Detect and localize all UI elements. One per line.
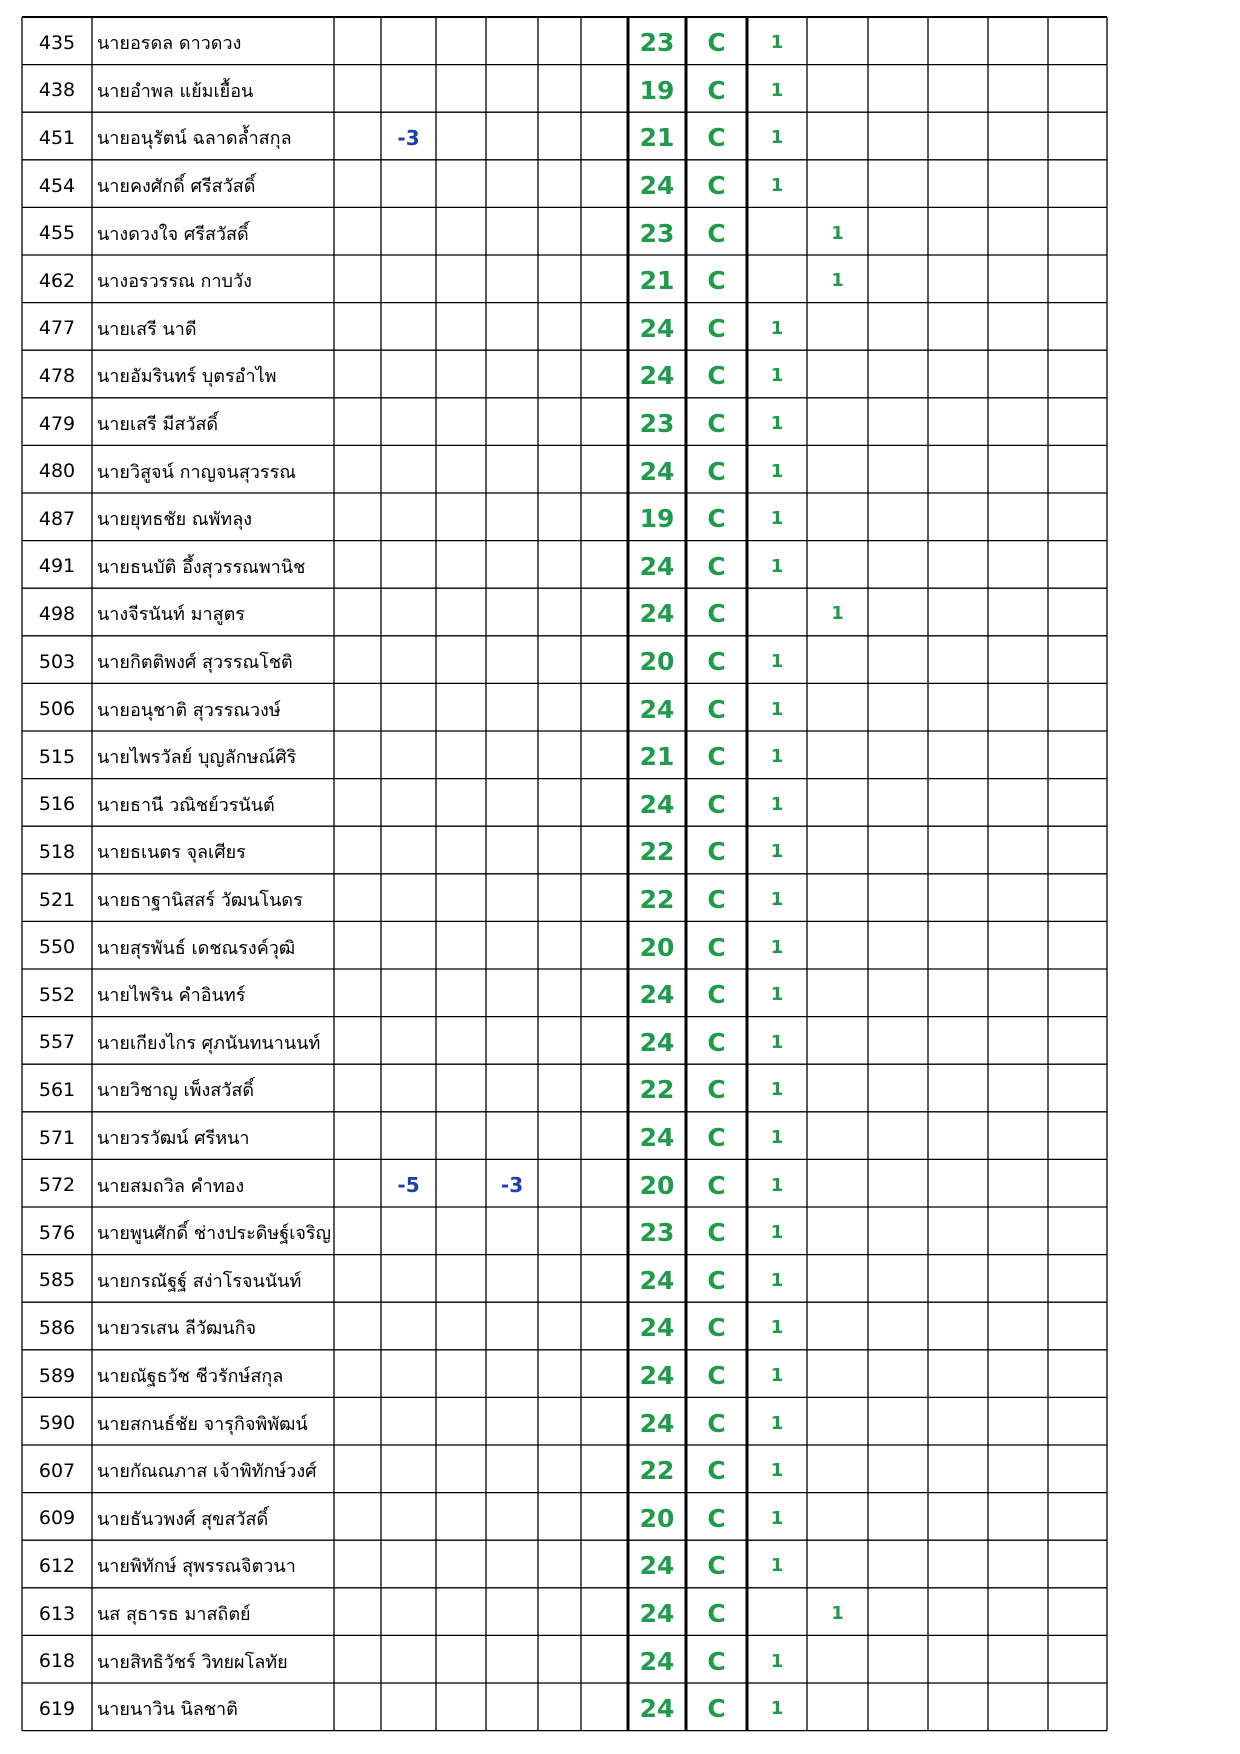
cell-mark-b	[807, 830, 868, 874]
cell-name: นายณัฐธวัช ชีวรักษ์สกุล	[97, 1366, 284, 1388]
cell-name: นายเกียงไกร ศุภนันทนานนท์	[97, 1032, 321, 1054]
cell-id: 572	[38, 1174, 76, 1197]
cell-mark-a: 1	[770, 79, 784, 101]
cell-score: 22	[639, 1456, 675, 1486]
cell-id: 561	[38, 1078, 76, 1101]
cell-grade: C	[707, 1313, 726, 1343]
cell-adj-a	[381, 592, 436, 636]
cell-name: นายวรเสน ลีวัฒนกิจ	[97, 1318, 257, 1340]
cell-mark-a: 1	[770, 1174, 784, 1196]
cell-grade: C	[707, 1408, 726, 1438]
cell-grade: C	[707, 266, 726, 296]
cell-id: 455	[38, 222, 76, 245]
cell-adj-a	[381, 1592, 436, 1636]
cell-adj-b	[486, 1639, 538, 1683]
cell-score: 20	[639, 1170, 675, 1200]
cell-grade: C	[707, 599, 726, 629]
cell-id: 552	[38, 983, 76, 1006]
cell-mark-b	[807, 1401, 868, 1445]
cell-mark-a: 1	[770, 555, 784, 577]
cell-mark-b	[807, 1497, 868, 1541]
cell-id: 590	[38, 1412, 76, 1435]
cell-name: นางดวงใจ ศรีสวัสดิ์	[97, 223, 249, 245]
cell-score: 21	[639, 266, 675, 296]
cell-id: 576	[38, 1221, 76, 1244]
cell-adj-a	[381, 1687, 436, 1731]
cell-adj-a	[381, 783, 436, 827]
cell-mark-a: 1	[770, 1317, 784, 1339]
cell-name: นางอรวรรณ กาบวัง	[97, 271, 252, 293]
cell-mark-a: 1	[770, 365, 784, 387]
cell-mark-a: 1	[770, 746, 784, 768]
cell-mark-a: 1	[770, 1650, 784, 1672]
cell-adj-a	[381, 735, 436, 779]
cell-name: นายสกนธ์ชัย จารุกิจพิพัฒน์	[97, 1413, 308, 1435]
cell-grade: C	[707, 551, 726, 581]
cell-mark-b	[807, 1449, 868, 1493]
cell-id: 487	[38, 507, 76, 530]
cell-score: 22	[639, 1075, 675, 1105]
cell-adj-a	[381, 830, 436, 874]
cell-grade: C	[707, 313, 726, 343]
cell-mark-a	[747, 1592, 807, 1636]
cell-grade: C	[707, 647, 726, 677]
cell-name: นายธานี วณิชย์วรนันต์	[97, 794, 275, 816]
cell-mark-b	[807, 1544, 868, 1588]
cell-adj-b	[486, 69, 538, 113]
cell-name: นายอรดล ดาวดวง	[97, 33, 242, 55]
cell-name: นายเสรี มีสวัสดิ์	[97, 414, 219, 436]
cell-mark-b	[807, 164, 868, 208]
cell-adj-a	[381, 1449, 436, 1493]
cell-adj-a	[381, 449, 436, 493]
cell-adj-b	[486, 1544, 538, 1588]
cell-name: นายคงศักดิ์ ศรีสวัสดิ์	[97, 176, 256, 198]
cell-mark-b	[807, 545, 868, 589]
cell-adj-a: -3	[397, 125, 420, 150]
cell-grade: C	[707, 1646, 726, 1676]
cell-grade: C	[707, 885, 726, 915]
cell-adj-b	[486, 1068, 538, 1112]
cell-grade: C	[707, 1361, 726, 1391]
cell-id: 478	[38, 364, 76, 387]
cell-score: 24	[639, 313, 675, 343]
cell-grade: C	[707, 123, 726, 153]
cell-name: นายสิทธิวัชร์ วิทยผโลทัย	[97, 1651, 288, 1673]
cell-score: 23	[639, 28, 675, 58]
cell-mark-a: 1	[770, 1698, 784, 1720]
cell-adj-a	[381, 307, 436, 351]
cell-name: นายกิตติพงศ์ สุวรรณโชติ	[97, 652, 293, 674]
cell-mark-b: 1	[831, 222, 844, 244]
cell-mark-b	[807, 687, 868, 731]
cell-adj-a	[381, 164, 436, 208]
cell-name: นายสมถวิล คำทอง	[97, 1175, 245, 1197]
cell-name: นายธนบัติ อึ้งสุวรรณพานิช	[97, 556, 306, 578]
cell-grade: C	[707, 504, 726, 534]
cell-id: 438	[38, 79, 76, 102]
cell-score: 24	[639, 551, 675, 581]
cell-grade: C	[707, 1027, 726, 1057]
cell-name: นายวรวัฒน์ ศรีหนา	[97, 1128, 250, 1150]
cell-name: นายไพรวัลย์ บุญลักษณ์ศิริ	[97, 747, 297, 769]
cell-mark-b	[807, 1116, 868, 1160]
cell-mark-b	[807, 1068, 868, 1112]
cell-id: 521	[38, 888, 76, 911]
cell-mark-b	[807, 1354, 868, 1398]
cell-name: นายไพริน คำอินทร์	[97, 985, 246, 1007]
cell-mark-a: 1	[770, 508, 784, 530]
cell-score: 22	[639, 837, 675, 867]
cell-adj-b: -3	[500, 1173, 524, 1198]
cell-score: 24	[639, 789, 675, 819]
cell-mark-a: 1	[770, 651, 784, 673]
cell-adj-a	[381, 1544, 436, 1588]
cell-grade: C	[707, 28, 726, 58]
cell-adj-b	[486, 1449, 538, 1493]
cell-name: นายธาฐานิสสร์ วัฒนโนดร	[97, 890, 303, 912]
cell-mark-a: 1	[770, 1269, 784, 1291]
cell-name: นางจีรนันท์ มาสูตร	[97, 604, 245, 626]
cell-id: 454	[38, 174, 76, 197]
cell-mark-b	[807, 1639, 868, 1683]
cell-adj-a	[381, 878, 436, 922]
cell-id: 498	[38, 602, 76, 625]
cell-mark-b	[807, 402, 868, 446]
cell-adj-b	[486, 878, 538, 922]
cell-adj-b	[486, 307, 538, 351]
cell-mark-a: 1	[770, 1127, 784, 1149]
cell-mark-a: 1	[770, 1365, 784, 1387]
cell-name: นายกรณัฐฐ์ สง่าโรจนนันท์	[97, 1270, 302, 1292]
cell-mark-a: 1	[770, 1222, 784, 1244]
cell-adj-b	[486, 1401, 538, 1445]
cell-grade: C	[707, 837, 726, 867]
cell-grade: C	[707, 1551, 726, 1581]
cell-adj-a	[381, 21, 436, 65]
cell-name: นายเสรี นาดี	[97, 318, 197, 340]
cell-mark-b	[807, 735, 868, 779]
cell-name: นายอำพล แย้มเยื้อน	[97, 80, 254, 102]
cell-adj-b	[486, 925, 538, 969]
cell-name: นายธเนตร จุลเศียร	[97, 842, 246, 864]
cell-mark-b	[807, 449, 868, 493]
cell-id: 550	[38, 936, 76, 959]
cell-grade: C	[707, 75, 726, 105]
cell-id: 585	[38, 1269, 76, 1292]
cell-grade: C	[707, 409, 726, 439]
cell-adj-b	[486, 1497, 538, 1541]
cell-score: 24	[639, 1599, 675, 1629]
cell-score: 23	[639, 218, 675, 248]
cell-name: นายยุทธชัย ณพัทลุง	[97, 509, 253, 531]
cell-name: นายกัณณภาส เจ้าพิทักษ์วงศ์	[97, 1461, 317, 1483]
cell-adj-a	[381, 1116, 436, 1160]
cell-name: นายวิชาญ เพ็งสวัสดิ์	[97, 1080, 255, 1102]
cell-mark-b	[807, 1687, 868, 1731]
cell-name: นายธันวพงศ์ สุขสวัสดิ์	[97, 1508, 269, 1530]
cell-score: 21	[639, 742, 675, 772]
cell-mark-b	[807, 1259, 868, 1303]
cell-score: 24	[639, 694, 675, 724]
cell-mark-a: 1	[770, 1412, 784, 1434]
cell-mark-a	[747, 592, 807, 636]
cell-adj-b	[486, 1592, 538, 1636]
cell-id: 609	[38, 1507, 76, 1530]
cell-score: 21	[639, 123, 675, 153]
cell-mark-b	[807, 640, 868, 684]
cell-adj-b	[486, 687, 538, 731]
cell-id: 607	[38, 1459, 76, 1482]
cell-mark-b	[807, 1211, 868, 1255]
cell-adj-b	[486, 592, 538, 636]
cell-adj-a	[381, 973, 436, 1017]
cell-adj-b	[486, 1687, 538, 1731]
cell-adj-a	[381, 1401, 436, 1445]
cell-mark-a: 1	[770, 841, 784, 863]
cell-mark-a: 1	[770, 1031, 784, 1053]
cell-id: 479	[38, 412, 76, 435]
cell-adj-a	[381, 1211, 436, 1255]
cell-mark-a	[747, 211, 807, 255]
cell-mark-a: 1	[770, 413, 784, 435]
cell-grade: C	[707, 1599, 726, 1629]
cell-grade: C	[707, 694, 726, 724]
cell-score: 23	[639, 1218, 675, 1248]
cell-adj-b	[486, 116, 538, 160]
cell-mark-a: 1	[770, 793, 784, 815]
cell-adj-a: -5	[397, 1173, 420, 1198]
cell-score: 24	[639, 1123, 675, 1153]
cell-score: 24	[639, 1408, 675, 1438]
cell-adj-b	[486, 497, 538, 541]
cell-score: 24	[639, 1313, 675, 1343]
cell-id: 618	[38, 1650, 76, 1673]
cell-adj-a	[381, 1068, 436, 1112]
cell-id: 586	[38, 1316, 76, 1339]
cell-adj-a	[381, 1639, 436, 1683]
cell-grade: C	[707, 361, 726, 391]
cell-grade: C	[707, 171, 726, 201]
cell-grade: C	[707, 932, 726, 962]
cell-grade: C	[707, 1123, 726, 1153]
cell-name: นายอนุรัตน์ ฉลาดล้ำสกุล	[97, 128, 292, 150]
cell-mark-a: 1	[770, 1079, 784, 1101]
cell-score: 24	[639, 171, 675, 201]
cell-adj-a	[381, 69, 436, 113]
cell-mark-b	[807, 354, 868, 398]
cell-mark-b	[807, 925, 868, 969]
cell-adj-b	[486, 783, 538, 827]
cell-id: 451	[38, 126, 76, 149]
cell-adj-b	[486, 211, 538, 255]
cell-score: 24	[639, 1646, 675, 1676]
cell-mark-a: 1	[770, 889, 784, 911]
cell-id: 613	[38, 1602, 76, 1625]
cell-grade: C	[707, 1503, 726, 1533]
cell-id: 477	[38, 317, 76, 340]
cell-score: 24	[639, 1027, 675, 1057]
cell-mark-a: 1	[770, 1507, 784, 1529]
cell-mark-b	[807, 497, 868, 541]
cell-grade: C	[707, 218, 726, 248]
cell-mark-b	[807, 973, 868, 1017]
cell-name: นายพูนศักดิ์ ช่างประดิษฐ์เจริญ	[97, 1223, 331, 1245]
cell-mark-b	[807, 1306, 868, 1350]
cell-adj-b	[486, 1306, 538, 1350]
cell-id: 589	[38, 1364, 76, 1387]
cell-id: 503	[38, 650, 76, 673]
cell-score: 24	[639, 1265, 675, 1295]
cell-mark-a	[747, 259, 807, 303]
cell-score: 24	[639, 456, 675, 486]
cell-adj-a	[381, 211, 436, 255]
cell-mark-b: 1	[831, 603, 844, 625]
cell-adj-a	[381, 1354, 436, 1398]
cell-adj-a	[381, 354, 436, 398]
cell-grade: C	[707, 1218, 726, 1248]
cell-adj-b	[486, 21, 538, 65]
cell-score: 24	[639, 599, 675, 629]
cell-id: 571	[38, 1126, 76, 1149]
cell-name: นายพิทักษ์ สุพรรณจิตวนา	[97, 1556, 296, 1578]
cell-mark-b	[807, 1163, 868, 1207]
cell-adj-a	[381, 545, 436, 589]
cell-score: 24	[639, 1361, 675, 1391]
cell-score: 22	[639, 885, 675, 915]
cell-id: 619	[38, 1697, 76, 1720]
cell-score: 19	[639, 504, 675, 534]
cell-adj-b	[486, 354, 538, 398]
cell-mark-b	[807, 783, 868, 827]
cell-adj-a	[381, 497, 436, 541]
cell-adj-a	[381, 640, 436, 684]
cell-adj-a	[381, 1259, 436, 1303]
cell-grade: C	[707, 1075, 726, 1105]
cell-score: 24	[639, 1551, 675, 1581]
cell-mark-b	[807, 116, 868, 160]
cell-score: 24	[639, 1694, 675, 1724]
cell-score: 20	[639, 1503, 675, 1533]
cell-name: นายวิสูจน์ กาญจนสุวรรณ	[97, 461, 296, 483]
cell-adj-a	[381, 1306, 436, 1350]
cell-score: 23	[639, 409, 675, 439]
cell-id: 612	[38, 1554, 76, 1577]
cell-score: 19	[639, 75, 675, 105]
cell-score: 20	[639, 932, 675, 962]
cell-adj-b	[486, 1021, 538, 1065]
cell-name: นายนาวิน นิลชาติ	[97, 1699, 238, 1721]
cell-mark-a: 1	[770, 984, 784, 1006]
cell-mark-b	[807, 307, 868, 351]
cell-adj-b	[486, 259, 538, 303]
cell-adj-a	[381, 402, 436, 446]
cell-mark-b	[807, 21, 868, 65]
cell-score: 20	[639, 647, 675, 677]
cell-name: นายสุรพันธ์ เดชณรงค์วุฒิ	[97, 937, 296, 959]
cell-adj-b	[486, 1211, 538, 1255]
cell-adj-b	[486, 1116, 538, 1160]
cell-name: นายอัมรินทร์ บุตรอำไพ	[97, 366, 277, 388]
cell-grade: C	[707, 1265, 726, 1295]
cell-grade: C	[707, 456, 726, 486]
cell-adj-b	[486, 973, 538, 1017]
cell-adj-b	[486, 830, 538, 874]
cell-grade: C	[707, 1694, 726, 1724]
cell-score: 24	[639, 361, 675, 391]
cell-id: 516	[38, 793, 76, 816]
cell-id: 515	[38, 745, 76, 768]
cell-mark-a: 1	[770, 698, 784, 720]
cell-id: 506	[38, 698, 76, 721]
cell-mark-a: 1	[770, 127, 784, 149]
cell-mark-a: 1	[770, 936, 784, 958]
cell-id: 435	[38, 31, 76, 54]
cell-mark-b	[807, 1021, 868, 1065]
cell-mark-a: 1	[770, 175, 784, 197]
cell-id: 557	[38, 1031, 76, 1054]
cell-mark-b: 1	[831, 1603, 844, 1625]
cell-id: 480	[38, 460, 76, 483]
cell-mark-a: 1	[770, 1555, 784, 1577]
cell-mark-a: 1	[770, 460, 784, 482]
cell-adj-a	[381, 925, 436, 969]
cell-adj-b	[486, 402, 538, 446]
cell-id: 491	[38, 555, 76, 578]
cell-mark-b: 1	[831, 270, 844, 292]
cell-score: 24	[639, 980, 675, 1010]
cell-adj-a	[381, 1497, 436, 1541]
cell-grade: C	[707, 980, 726, 1010]
cell-adj-a	[381, 687, 436, 731]
cell-adj-b	[486, 1354, 538, 1398]
cell-mark-a: 1	[770, 1460, 784, 1482]
cell-grade: C	[707, 789, 726, 819]
cell-adj-b	[486, 449, 538, 493]
cell-name: นายอนุชาติ สุวรรณวงษ์	[97, 699, 281, 721]
cell-id: 518	[38, 840, 76, 863]
cell-mark-a: 1	[770, 32, 784, 54]
cell-adj-b	[486, 164, 538, 208]
cell-mark-b	[807, 69, 868, 113]
cell-grade: C	[707, 742, 726, 772]
cell-mark-b	[807, 878, 868, 922]
cell-adj-b	[486, 1259, 538, 1303]
cell-adj-a	[381, 1021, 436, 1065]
cell-grade: C	[707, 1456, 726, 1486]
cell-adj-a	[381, 259, 436, 303]
cell-adj-b	[486, 640, 538, 684]
cell-mark-a: 1	[770, 317, 784, 339]
cell-grade: C	[707, 1170, 726, 1200]
cell-adj-b	[486, 545, 538, 589]
cell-name: นส สุธารธ มาสถิตย์	[97, 1604, 251, 1626]
cell-adj-b	[486, 735, 538, 779]
cell-id: 462	[38, 269, 76, 292]
